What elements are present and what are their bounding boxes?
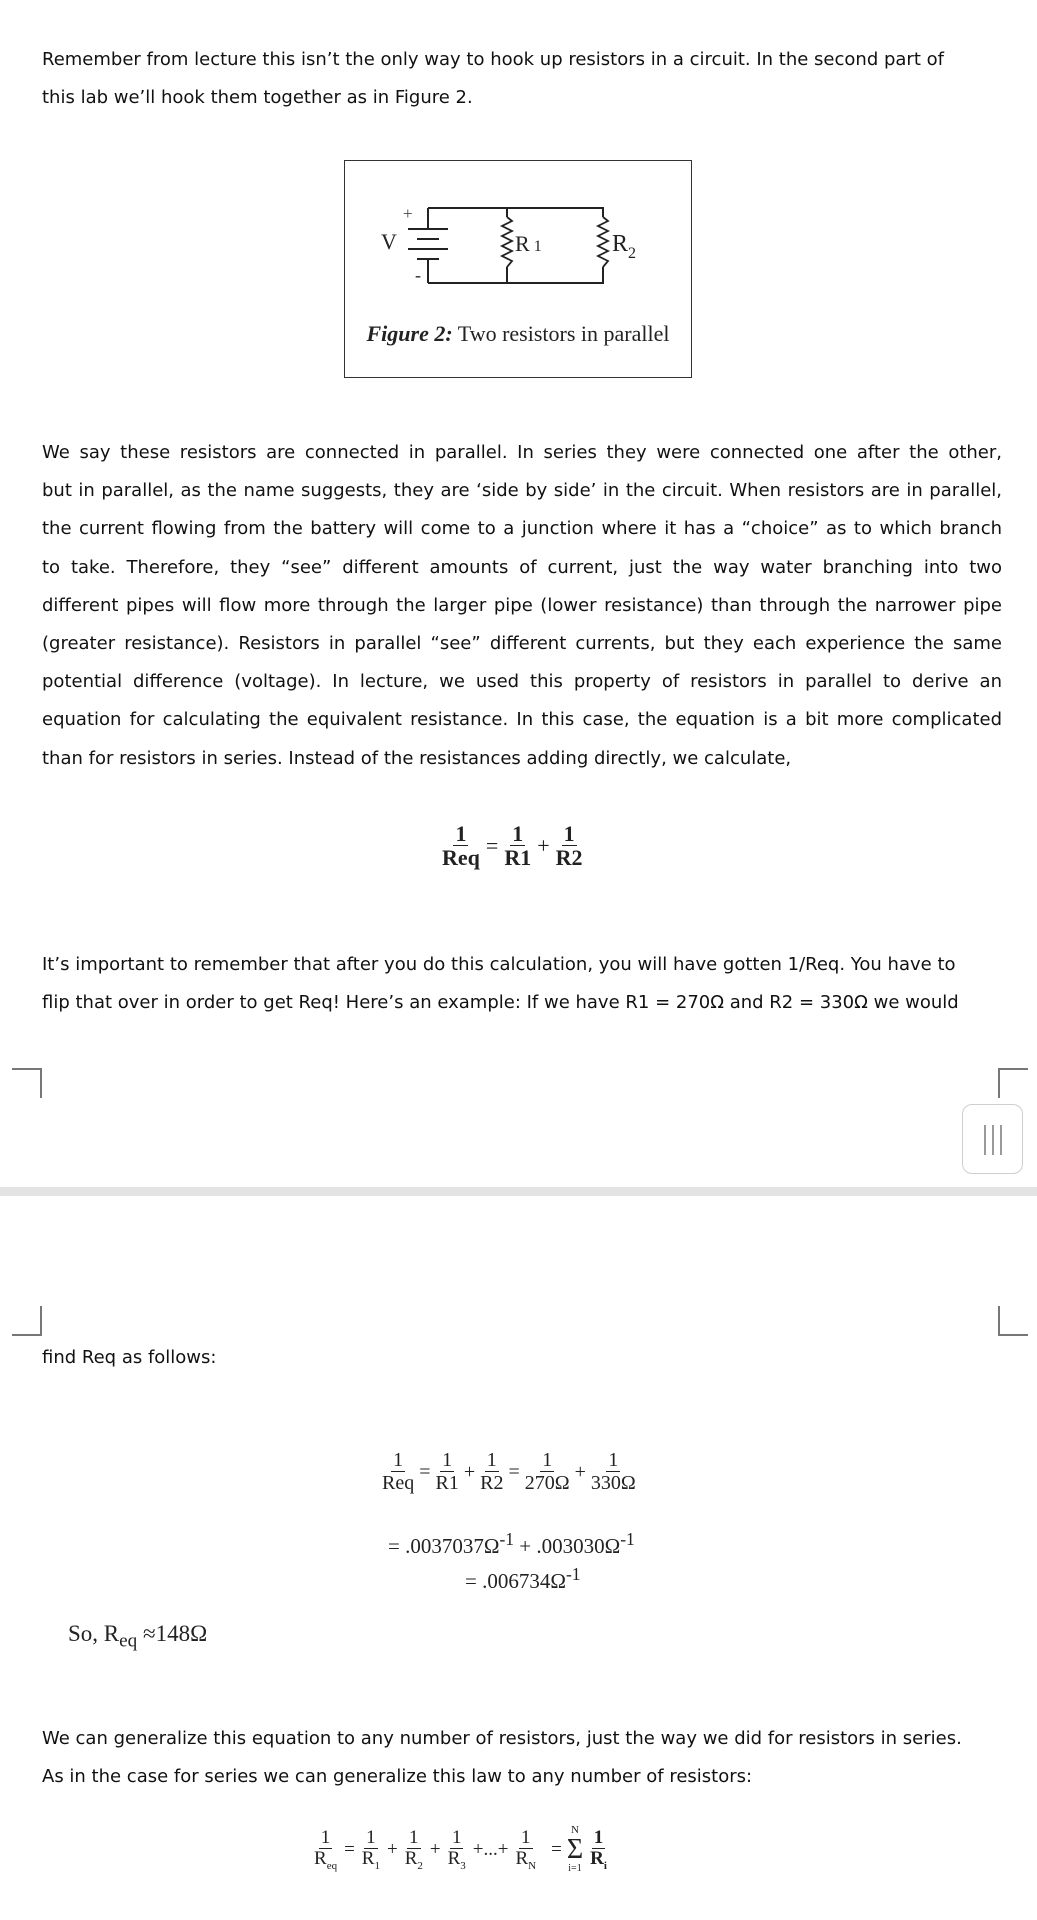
text-line: to take. Therefore, they “see” different amounts of current, just the way water branching into two — [42, 556, 1002, 578]
text-line: flip that over in order to get Req! Here’s an example: If we have R1 = 270Ω and R2 = 330Ω we would — [42, 992, 959, 1014]
page-corner-mark — [12, 1068, 42, 1098]
figure-caption: Figure 2: Two resistors in parallel — [366, 321, 670, 346]
text-line: the current flowing from the battery will come to a junction where it has a “choice” as to which branch — [42, 518, 1002, 540]
parallel-resistance-equation: $\frac{1}{\text{Req}}$ = $\frac{1}{R1}$ + $\frac{1}{R2}$ — [442, 821, 583, 871]
intro-paragraph — [42, 41, 1002, 117]
text-line: equation for calculating the equivalent resistance. In this case, the equation is a bit more complicated — [42, 709, 1002, 731]
parallel-paragraph — [42, 434, 1002, 778]
text-line: (greater resistance). Resistors in parallel “see” different currents, but they each experience the same — [42, 633, 1002, 655]
example-equation-line3: = $.006734\Omega^{-1}$ — [465, 1564, 581, 1593]
text-line: but in parallel, as the name suggests, they are ‘side by side’ in the circuit. When resistors are in parallel, — [42, 480, 1002, 502]
resistor-r1-icon — [502, 217, 512, 267]
find-req-text: find Req as follows: — [42, 1347, 217, 1368]
text-line: potential difference (voltage). In lecture, we used this property of resistors in parallel to derive an — [42, 671, 1002, 693]
req-result: So, $R_{eq} \approx 148\Omega$ — [68, 1621, 208, 1652]
text-line: We say these resistors are connected in parallel. In series they were connected one after the other, — [42, 442, 1002, 463]
text-line: Remember from lecture this isn’t the only way to hook up resistors in a circuit. In the second part of — [42, 49, 944, 70]
general-parallel-equation: $\frac{1}{R_{eq}}$ = $\frac{1}{R_1}$ + $\frac{1}{R_2}$ + $\frac{1}{R_3}$ +...+ $\frac{1}{R_N}$ = N Σ i=1 $\frac{1}{R_i}$ — [314, 1824, 607, 1874]
page-corner-mark — [998, 1306, 1028, 1336]
resistor-r2-icon — [598, 217, 608, 267]
page-corner-mark — [12, 1306, 42, 1336]
text-line: We can generalize this equation to any number of resistors, just the way we did for resistors in series. — [42, 1728, 962, 1749]
example-equation-line2: = $.0037037\Omega^{-1} + .003030\Omega^{-1}$ — [388, 1529, 635, 1558]
text-line: than for resistors in series. Instead of the resistances adding directly, we calculate, — [42, 747, 792, 769]
plus-sign: + — [403, 204, 413, 223]
voltage-label: V — [381, 229, 397, 254]
page-divider — [0, 1187, 1037, 1196]
text-line: this lab we’ll hook them together as in Figure 2. — [42, 87, 473, 109]
page-corner-mark — [998, 1068, 1028, 1098]
page-view-toggle-button[interactable] — [962, 1104, 1023, 1174]
minus-sign: - — [415, 265, 421, 285]
generalize-paragraph — [42, 1720, 1002, 1796]
parallel-circuit-diagram — [345, 161, 690, 311]
r2-label: $R_2$ — [612, 231, 637, 262]
text-line: different pipes will flow more through the larger pipe (lower resistance) than through the narrower pipe — [42, 594, 1002, 616]
figure-2 — [344, 160, 692, 378]
battery-icon — [408, 208, 448, 283]
r1-label: R 1 — [515, 231, 542, 256]
flip-paragraph — [42, 946, 1002, 1022]
text-line: It’s important to remember that after you do this calculation, you will have gotten 1/Req. You have to — [42, 954, 956, 975]
text-line: As in the case for series we can generalize this law to any number of resistors: — [42, 1766, 753, 1788]
example-equation-line1: $\frac{1}{\text{Req}}$ = $\frac{1}{R1}$ + $\frac{1}{R2}$ = $\frac{1}{270\Omega}$ + $\frac{1}{330\Omega}$ — [382, 1449, 636, 1494]
